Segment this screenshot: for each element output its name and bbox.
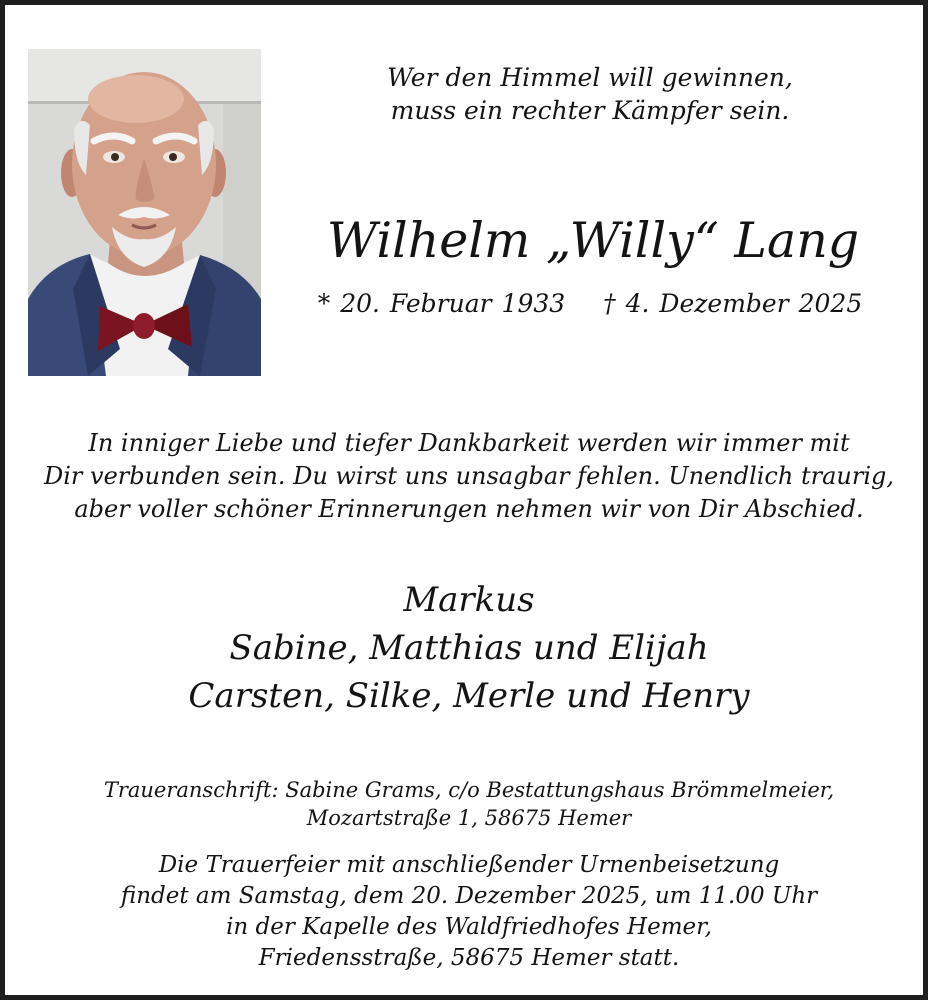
birth-date: * 20. Februar 1933 — [317, 289, 566, 318]
dedication-line: In inniger Liebe und tiefer Dankbarkeit werden wir immer mit — [88, 429, 850, 457]
death-date: † 4. Dezember 2025 — [603, 289, 863, 318]
ceremony-line: in der Kapelle des Waldfriedhofes Hemer, — [226, 914, 712, 940]
deceased-name: Wilhelm „Willy“ Lang — [326, 212, 860, 269]
life-dates — [305, 288, 875, 320]
dedication-line: aber voller schöner Erinnerungen nehmen wir von Dir Abschied. — [74, 495, 864, 523]
address-line: Traueranschrift: Sabine Grams, c/o Bestattungshaus Brömmelmeier, — [103, 778, 835, 802]
family-names — [5, 576, 928, 720]
dedication-text — [5, 427, 928, 526]
ceremony-line: Die Trauerfeier mit anschließender Urnenbeisetzung — [158, 852, 780, 878]
address-line: Mozartstraße 1, 58675 Hemer — [306, 806, 632, 830]
portrait-illustration — [28, 49, 261, 376]
portrait-photo — [28, 49, 261, 376]
ceremony-line: findet am Samstag, dem 20. Dezember 2025, um 11.00 Uhr — [120, 883, 818, 909]
family-line: Sabine, Matthias und Elijah — [229, 628, 709, 668]
mourning-address — [5, 776, 928, 832]
motto — [305, 61, 875, 127]
family-line: Markus — [403, 580, 535, 620]
dedication-line: Dir verbunden sein. Du wirst uns unsagbar fehlen. Unendlich traurig, — [44, 462, 894, 490]
motto-line: muss ein rechter Kämpfer sein. — [390, 96, 790, 125]
motto-line: Wer den Himmel will gewinnen, — [387, 63, 793, 92]
funeral-details — [5, 850, 928, 974]
ceremony-line: Friedensstraße, 58675 Hemer statt. — [258, 945, 680, 971]
family-line: Carsten, Silke, Merle und Henry — [188, 676, 750, 716]
